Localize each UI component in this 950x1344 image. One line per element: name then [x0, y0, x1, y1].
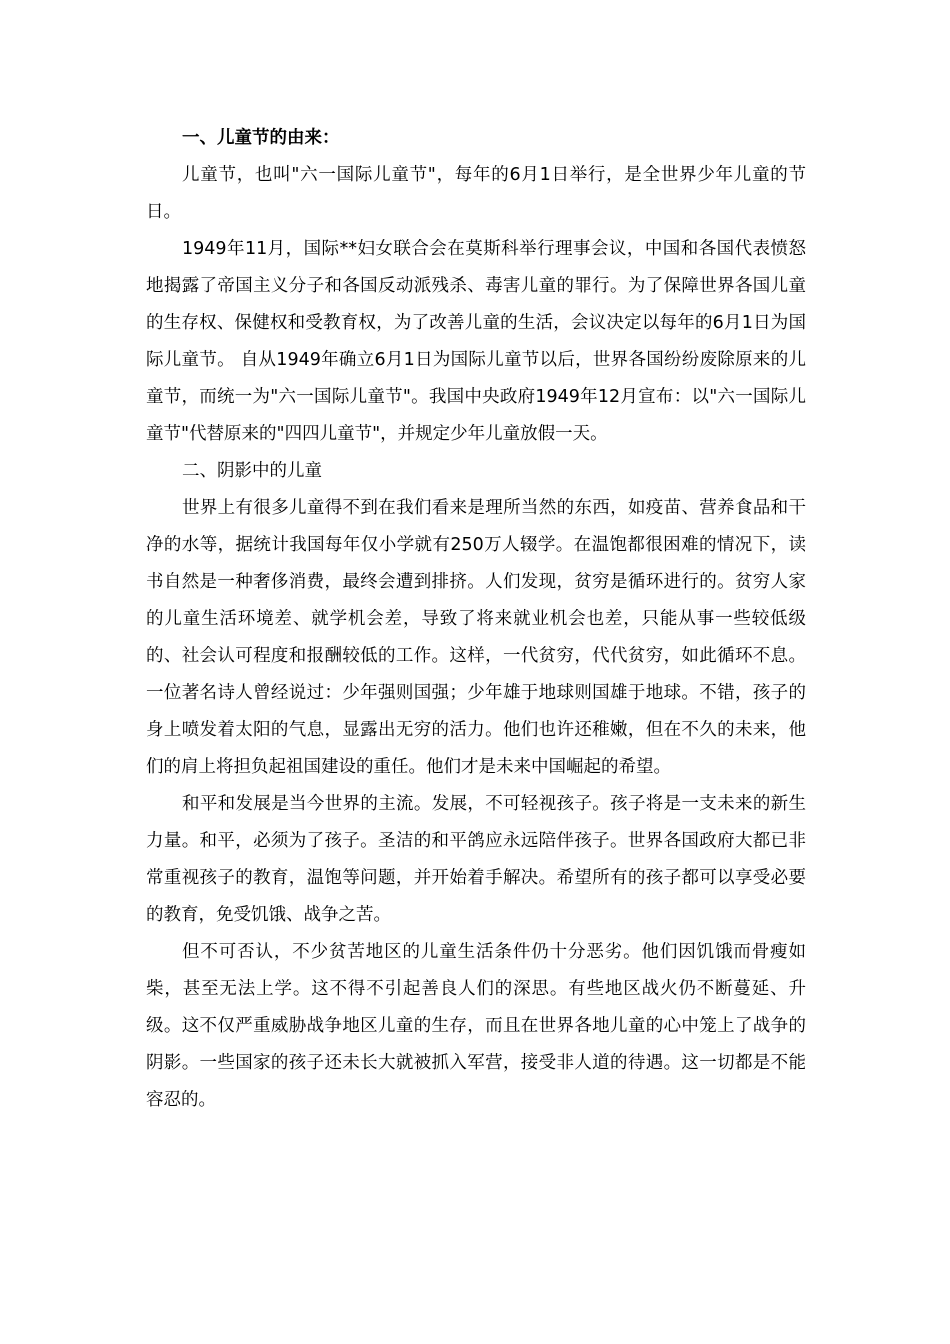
section-2-heading: 二、阴影中的儿童 [182, 461, 322, 481]
section-1-paragraph-2: 1949年11月，国际**妇女联合会在莫斯科举行理事会议，中国和各国代表愤怒地揭露了帝国主义分子和各国反动派残杀、毒害儿童的罪行。为了保障世界各国儿童的生存权、保健权和受教育权，为了改善儿童的生活，会议决定以每年的6月1日为国际儿童节。 自从1949年确立6月1日为国际儿童节以后，世界各国纷纷废除原来的儿童节，而统一为"六一国际儿童节"。我国中央政府1949年12月宣布：以"六一国际儿童节"代替原来的"四四儿童节"，并规定少年儿童放假一天。 [146, 239, 806, 444]
document-body [146, 120, 806, 1119]
section-1-heading: 一、儿童节的由来： [182, 128, 340, 148]
section-2-paragraph-1: 世界上有很多儿童得不到在我们看来是理所当然的东西，如疫苗、营养食品和干净的水等，据统计我国每年仅小学就有250万人辍学。在温饱都很困难的情况下，读书自然是一种奢侈消费，最终会遭到排挤。人们发现，贫穷是循环进行的。贫穷人家的儿童生活环境差、就学机会差，导致了将来就业机会也差，只能从事一些较低级的、社会认可程度和报酬较低的工作。这样，一代贫穷，代代贫穷，如此循环不息。一位著名诗人曾经说过：少年强则国强；少年雄于地球则国雄于地球。不错，孩子的身上喷发着太阳的气息，显露出无穷的活力。他们也许还稚嫩，但在不久的未来，他们的肩上将担负起祖国建设的重任。他们才是未来中国崛起的希望。 [146, 498, 806, 777]
section-2-paragraph-2: 和平和发展是当今世界的主流。发展，不可轻视孩子。孩子将是一支未来的新生力量。和平，必须为了孩子。圣洁的和平鸽应永远陪伴孩子。世界各国政府大都已非常重视孩子的教育，温饱等问题，并开始着手解决。希望所有的孩子都可以享受必要的教育，免受饥饿、战争之苦。 [146, 794, 806, 925]
section-1-paragraph-1: 儿童节，也叫"六一国际儿童节"，每年的6月1日举行，是全世界少年儿童的节日。 [146, 165, 806, 222]
section-2-paragraph-3: 但不可否认，不少贫苦地区的儿童生活条件仍十分恶劣。他们因饥饿而骨瘦如柴，甚至无法上学。这不得不引起善良人们的深思。有些地区战火仍不断蔓延、升级。这不仅严重威胁战争地区儿童的生存，而且在世界各地儿童的心中笼上了战争的阴影。一些国家的孩子还未长大就被抓入军营，接受非人道的待遇。这一切都是不能容忍的。 [146, 942, 806, 1110]
